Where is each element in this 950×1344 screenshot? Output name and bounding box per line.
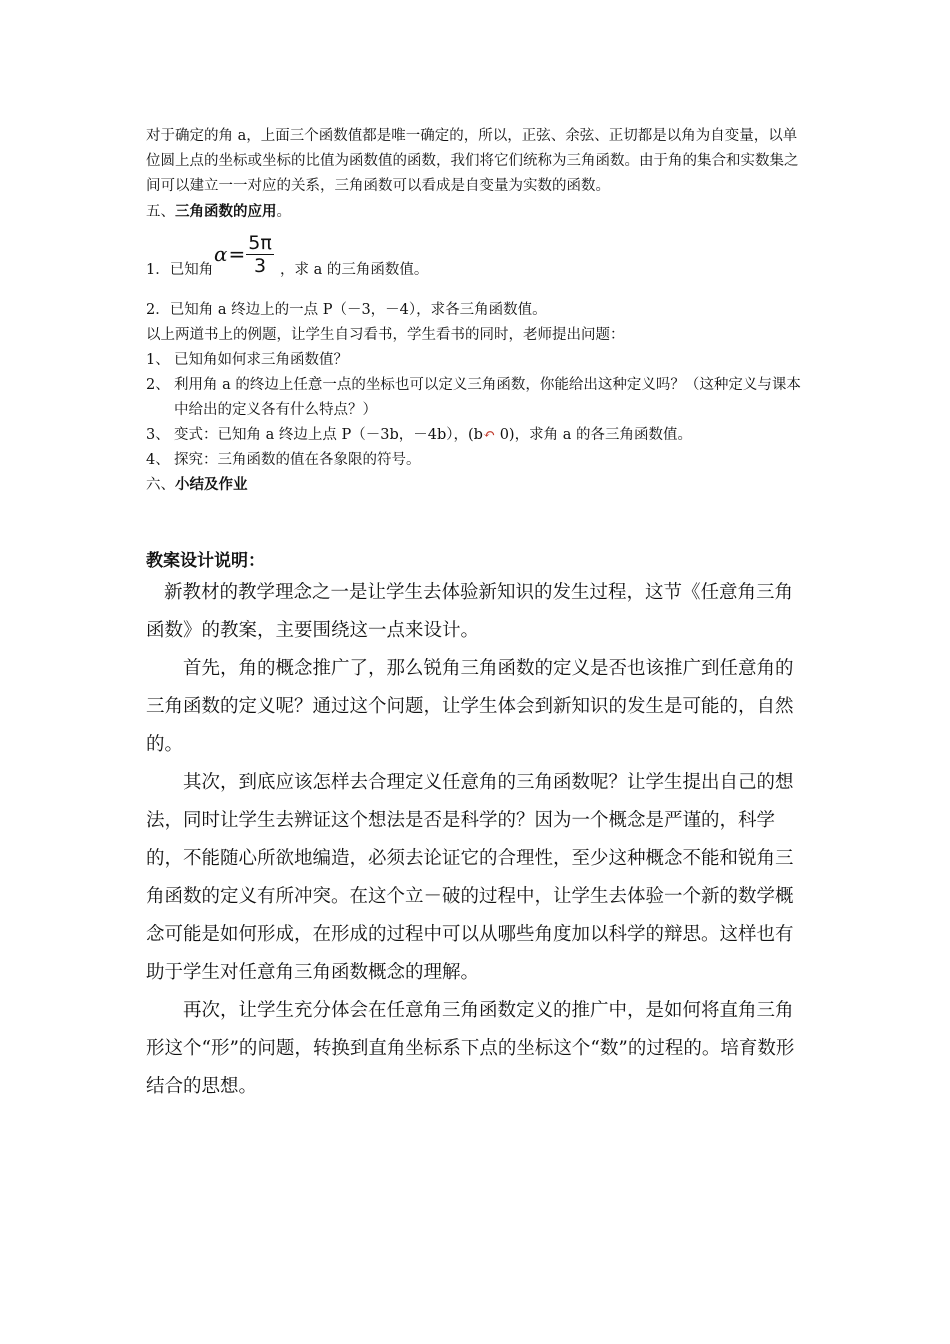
question-1-number: 1、 [146,352,170,368]
intro-paragraph [146,124,808,199]
section-5-suffix: 。 [276,204,291,220]
question-4 [146,448,808,473]
design-heading: 教案设计说明： [146,551,265,571]
design-body [146,574,808,1106]
example-1-prefix: 1．已知角 [146,262,214,278]
not-equal-glyph: ↶ [482,427,496,443]
design-paragraph-2: 首先，角的概念推广了，那么锐角三角函数的定义是否也该推广到任意角的三角函数的定义呢？通过这个问题，让学生体会到新知识的发生是可能的，自然的。 [146,658,794,755]
question-1-text: 已知角如何求三角函数值？ [174,352,348,368]
section-6-title: 小结及作业 [175,477,248,493]
example-2 [146,298,808,498]
alpha-symbol: α [214,242,228,266]
example-1-suffix: ，求 a 的三角函数值。 [280,262,429,278]
question-2-number: 2、 [146,377,170,393]
design-paragraph-1: 新教材的教学理念之一是让学生去体验新知识的发生过程，这节《任意角三角函数》的教案，主要围绕这一点来设计。 [146,582,794,641]
question-4-text: 探究：三角函数的值在各象限的符号。 [174,452,421,468]
example-1 [146,226,808,286]
design-paragraph-4: 再次，让学生充分体会在任意角三角函数定义的推广中，是如何将直角三角形这个“形”的问题，转换到直角坐标系下点的坐标这个“数”的过程的。培育数形结合的思想。 [146,1000,795,1097]
question-3-text [174,423,808,448]
question-1 [146,348,808,373]
section-5-heading [146,200,291,225]
example-2-text: 2．已知角 a 终边上的一点 P（－3，－4），求各三角函数值。 [146,302,547,318]
question-2-text: 利用角 a 的终边上任意一点的坐标也可以定义三角函数，你能给出这种定义吗？（这种定义与课本中给出的定义各有什么特点？） [174,377,801,418]
fraction-denominator: 3 [254,255,267,277]
question-2 [146,373,808,423]
teacher-note: 以上两道书上的例题，让学生自习看书，学生看书的同时，老师提出问题： [146,327,625,343]
section-5-prefix: 五、 [146,204,175,220]
section-6-prefix: 六、 [146,477,175,493]
section-5-title: 三角函数的应用 [175,204,277,220]
intro-text: 对于确定的角 a，上面三个函数值都是唯一确定的，所以，正弦、余弦、正切都是以角为自变量，以单位圆上点的坐标或坐标的比值为函数值的函数，我们将它们统称为三角函数。由于角的集合和实数集之间可以建立一一对应的关系，三角函数可以看成是自变量为实数的函数。 [146,128,799,194]
question-3-text-a: 变式：已知角 a 终边上点 P（－3b，－4b），(b [174,427,483,443]
question-3 [146,423,808,448]
fraction-numerator: 5π [248,232,272,254]
question-3-number: 3、 [146,427,170,443]
question-4-number: 4、 [146,452,170,468]
equals-sign: = [228,242,246,266]
angle-formula [214,232,274,277]
design-notes [146,548,808,1106]
fraction [246,232,274,277]
question-3-text-b: 0)，求角 a 的各三角函数值。 [495,427,692,443]
section-6-heading [146,473,808,498]
design-paragraph-3: 其次，到底应该怎样去合理定义任意角的三角函数呢？让学生提出自己的想法，同时让学生去辨证这个想法是否是科学的？因为一个概念是严谨的，科学的，不能随心所欲地编造，必须去论证它的合理性，至少这种概念不能和锐角三角函数的定义有所冲突。在这个立－破的过程中，让学生去体验一个新的数学概念可能是如何形成，在形成的过程中可以从哪些角度加以科学的辩思。这样也有助于学生对任意角三角函数概念的理解。 [146,772,794,983]
